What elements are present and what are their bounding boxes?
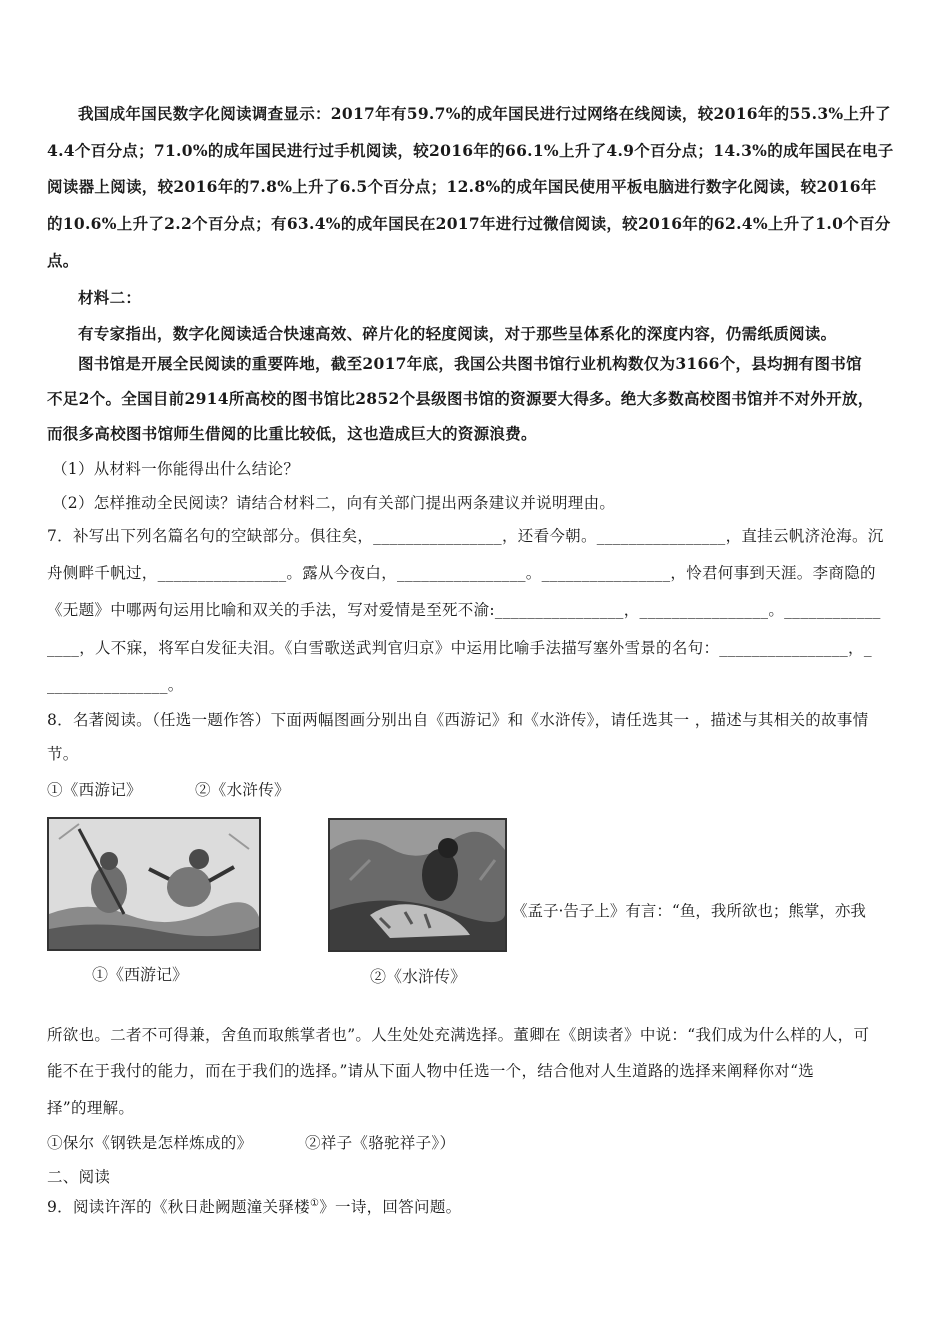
shuihu-drawing [330,820,505,950]
q7-line-5: _______________。 [47,676,184,694]
q9-reading-question [47,1193,907,1218]
q9-reading-tail: 》一诗，回答问题。 [319,1198,462,1217]
section-title: 二、阅读 [47,1168,111,1186]
shuihu-illustration [328,818,507,952]
q9-inline-text: 《孟子·告子上》有言：“鱼，我所欲也；熊掌，亦我 [512,902,866,920]
q9-line-1: 所欲也。二者不可得兼，舍鱼而取熊掌者也”。人生处处充满选择。董卿在《朗读者》中说：“我们成为什么样的人，可 [47,1026,870,1044]
q9-reading-text: 9．阅读许浑的《秋日赴阙题潼关驿楼 [47,1198,310,1217]
xiyouji-drawing [49,819,259,949]
material-two-heading: 材料二： [78,288,142,307]
material-one-line-1: 我国成年国民数字化阅读调查显示：2017年有59.7%的成年国民进行过网络在线阅读，较2016年的55.3%上升了 [78,104,891,123]
q7-line-2: 舟侧畔千帆过，________________。露从今夜白，________________。________________，怜君何事到天涯。李商隐的 [47,564,876,582]
q9-option-pavel: ①保尔《钢铁是怎样炼成的》 [47,1134,253,1152]
caption-xiyouji: ①《西游记》 [92,965,189,984]
material-one-line-2: 4.4个百分点；71.0%的成年国民进行过手机阅读，较2016年的66.1%上升了4.9个百分点；14.3%的成年国民在电子 [47,141,894,160]
q7-line-1: 7．补写出下列名篇名句的空缺部分。俱往矣，________________，还看今朝。________________，直挂云帆济沧海。沉 [47,527,884,545]
material-two-para1: 有专家指出，数字化阅读适合快速高效、碎片化的轻度阅读，对于那些呈体系化的深度内容，仍需纸质阅读。 [78,324,837,343]
q6-sub2: （2）怎样推动全民阅读？请结合材料二，向有关部门提出两条建议并说明理由。 [52,494,616,512]
q7-line-4: ____，人不寐，将军白发征夫泪。《白雪歌送武判官归京》中运用比喻手法描写塞外雪景的名句：________________，_ [47,639,872,657]
footnote-marker: ① [309,1198,320,1209]
q6-sub1: （1）从材料一你能得出什么结论？ [52,460,300,478]
material-two-para2-line-2: 不足2个。全国目前2914所高校的图书馆比2852个县级图书馆的资源要大得多。绝大多数高校图书馆并不对外开放， [47,389,874,408]
q8-label-shuihu: ②《水浒传》 [195,781,290,799]
q8-label-xiyouji: ①《西游记》 [47,781,142,799]
q9-line-2: 能不在于我付的能力，而在于我们的选择。”请从下面人物中任选一个，结合他对人生道路的选择来阐释你对“选 [47,1062,815,1080]
q7-line-3: 《无题》中哪两句运用比喻和双关的手法，写对爱情是至死不渝:________________，________________。____________ [47,601,881,619]
material-two-para2-line-3: 而很多高校图书馆师生借阅的比重比较低，这也造成巨大的资源浪费。 [47,424,537,443]
material-one-line-3: 阅读器上阅读，较2016年的7.8%上升了6.5个百分点；12.8%的成年国民使用平板电脑进行数字化阅读，较2016年 [47,177,877,196]
q8-line-2: 节。 [47,745,79,763]
material-one-line-4: 的10.6%上升了2.2个百分点；有63.4%的成年国民在2017年进行过微信阅读，较2016年的62.4%上升了1.0个百分 [47,214,891,233]
material-two-para2-line-1: 图书馆是开展全民阅读的重要阵地，截至2017年底，我国公共图书馆行业机构数仅为3166个，县均拥有图书馆 [78,354,862,373]
xiyouji-illustration [47,817,261,951]
material-one-line-5: 点。 [47,251,79,270]
caption-shuihu: ②《水浒传》 [370,967,467,986]
q8-line-1: 8．名著阅读。（任选一题作答）下面两幅图画分别出自《西游记》和《水浒传》，请任选其一 ，描述与其相关的故事情 [47,711,869,729]
q9-option-xiangzi: ②祥子《骆驼祥子》） [305,1134,456,1152]
q9-line-3: 择”的理解。 [47,1099,135,1117]
